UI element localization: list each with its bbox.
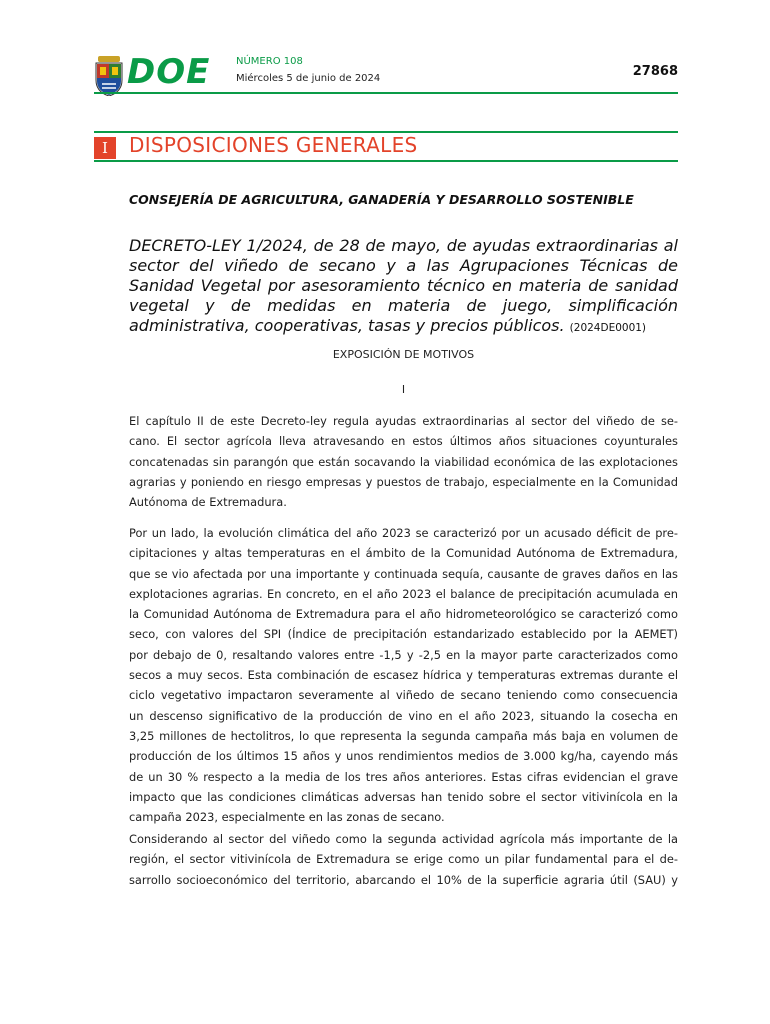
section-title: DISPOSICIONES GENERALES (129, 133, 418, 157)
extremadura-coat-of-arms-icon (94, 56, 124, 96)
paragraph-line: un descenso significativo de la producción de vino en el año 2023, situando la cosecha en (129, 708, 678, 723)
page-number: 27868 (632, 64, 678, 79)
paragraph-line: ciclo vegetativo impactaron severamente al viñedo de secano teniendo como consecuencia (129, 688, 678, 703)
paragraph-line: seco, con valores del SPI (Índice de precipitación estandarizado establecido por la AEMET) (129, 627, 678, 642)
paragraph-line: 3,25 millones de hectolitros, lo que representa la segunda campaña más baja en volumen de (129, 728, 678, 743)
paragraph-line: El capítulo II de este Decreto-ley regula ayudas extraordinarias al sector del viñedo de se- (129, 414, 678, 428)
paragraph-line: agrarias y poniendo en riesgo empresas y puestos de trabajo, especialmente en la Comunidad (129, 474, 678, 489)
paragraph-line: Autónoma de Extremadura. (129, 495, 287, 510)
paragraph-line: de un 30 % respecto a la media de los tres años anteriores. Estas cifras evidencian el grave (129, 769, 678, 784)
motivos-heading: EXPOSICIÓN DE MOTIVOS (332, 348, 475, 361)
paragraph-line: cano. El sector agrícola lleva atravesando en estos últimos años situaciones coyunturales (129, 434, 678, 449)
paragraph-line: región, el sector vitivinícola de Extremadura se erige como un pilar fundamental para el de- (129, 852, 678, 867)
paragraph-line: que se vio afectada por una importante y continuada sequía, causante de graves daños en las (129, 566, 678, 581)
header-divider (94, 92, 678, 94)
paragraph-line: la Comunidad Autónoma de Extremadura para el año hidrometeorológico se caracterizó como (129, 607, 678, 622)
paragraph-line: secos a muy secos. Esta combinación de escasez hídrica y temperaturas extremas durante el (129, 668, 678, 683)
decree-title: DECRETO-LEY 1/2024, de 28 de mayo, de ayudas extraordinarias al sector del viñedo de secano y a las Agrupaciones Técnicas de Sanidad Vegetal por asesoramiento técnico en materia de sanidad vegetal y de medidas en materia de juego, simplificación administrativa, cooperativas, tasas y precios públicos. (129, 236, 678, 335)
doe-logo: DOE (127, 52, 211, 92)
section-bottom-rule (94, 160, 678, 162)
paragraph-line: producción de los últimos 15 años y unos rendimientos medios de 3.000 kg/ha, cayendo más (129, 749, 678, 764)
decree-title-block (129, 236, 678, 338)
doe-header (94, 52, 678, 96)
paragraph (129, 523, 678, 827)
decree-code: (2024DE0001) (569, 322, 647, 334)
paragraph (129, 829, 678, 890)
publication-date: Miércoles 5 de junio de 2024 (236, 73, 381, 84)
paragraph-line: Considerando al sector del viñedo como la segunda actividad agrícola más importante de la (129, 832, 678, 846)
chapter-numeral: I (401, 383, 406, 396)
ministry-heading: CONSEJERÍA DE AGRICULTURA, GANADERÍA Y DESARROLLO SOSTENIBLE (129, 192, 634, 207)
paragraph-line: concatenadas sin parangón que están socavando la viabilidad económica de las explotaciones (129, 454, 678, 469)
paragraph-line: por debajo de 0, resaltando valores entre -1,5 y -2,5 en la mayor parte caracterizados como (129, 647, 678, 662)
paragraph (129, 411, 678, 512)
section-numeral-badge: I (94, 137, 116, 159)
issue-number: NÚMERO 108 (236, 56, 303, 67)
paragraph-line: impacto que las condiciones climáticas adversas han tenido sobre el sector vitivinícola en la (129, 789, 678, 804)
paragraph-line: cipitaciones y altas temperaturas en el ámbito de la Comunidad Autónoma de Extremadura, (129, 546, 678, 561)
paragraph-line: Por un lado, la evolución climática del año 2023 se caracterizó por un acusado déficit de pre- (129, 526, 678, 540)
paragraph-line: explotaciones agrarias. En concreto, en el año 2023 el balance de precipitación acumulada en (129, 586, 678, 601)
paragraph-line: sarrollo socioeconómico del territorio, abarcando el 10% de la superficie agraria útil (SAU) y (129, 872, 678, 887)
paragraph-line: campaña 2023, especialmente en las zonas de secano. (129, 810, 445, 825)
